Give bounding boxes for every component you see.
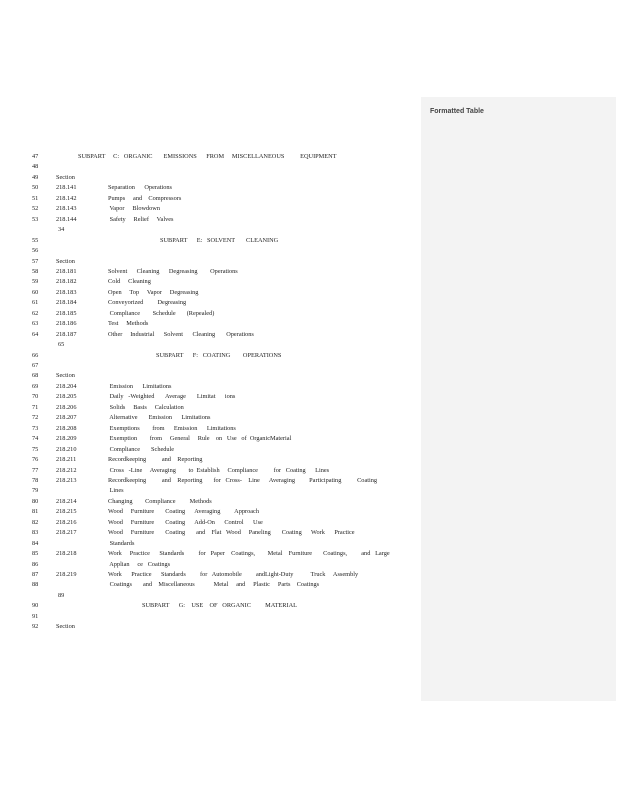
section-number: 218.141 (56, 184, 77, 192)
section-label: Section (56, 257, 75, 265)
line-number: 47 (32, 153, 39, 160)
subpart-heading: SUBPART E: SOLVENT CLEANING (160, 236, 279, 244)
section-title: Wood Furniture Coating Add-On Control Use (108, 518, 263, 526)
section-number: 218.186 (56, 320, 77, 328)
line-number: 59 (32, 278, 39, 286)
section-title: Solids Basis Calculation (108, 403, 184, 411)
line-number: 80 (32, 497, 39, 505)
line-number: 60 (32, 288, 39, 296)
section-number: 218.182 (56, 278, 77, 286)
line-number: 79 (32, 487, 39, 495)
section-title: Lines (108, 487, 124, 495)
section-number: 218.142 (56, 194, 77, 202)
line-number: 82 (32, 518, 39, 526)
section-title: Pumps and Compressors (108, 194, 182, 202)
section-title: Cold Cleaning (108, 278, 151, 286)
continuation-line-number: 65 (58, 341, 65, 349)
line-number: 52 (32, 205, 39, 213)
section-number: 218.217 (56, 529, 77, 537)
section-title: Exemptions from Emission Limitations (108, 424, 236, 432)
continuation-line-number: 34 (58, 226, 65, 234)
section-number: 218.208 (56, 424, 77, 432)
line-number: 85 (32, 550, 39, 558)
line-number: 90 (32, 602, 39, 610)
line-number: 81 (32, 508, 39, 516)
line-number: 92 (32, 623, 39, 631)
subpart-heading: SUBPART F: COATING OPERATIONS (156, 351, 282, 359)
section-title: Exemption from General Rule on Use of OrganicMaterial (108, 435, 292, 443)
line-number: 57 (32, 257, 39, 265)
section-title: Safety Relief Valves (108, 215, 174, 223)
line-number: 64 (32, 330, 39, 338)
section-title: Cross -Line Averaging to Establish Compliance for Coating Lines (108, 466, 330, 474)
section-title: Wood Furniture Coating Averaging Approach (108, 508, 260, 516)
line-number: 66 (32, 351, 39, 359)
section-number: 218.211 (56, 456, 77, 464)
line-number: 72 (32, 414, 39, 422)
section-title: Compliance Schedule (Repealed) (108, 309, 215, 317)
line-number: 78 (32, 476, 39, 484)
line-number: 53 (32, 215, 39, 223)
section-title: Recordkeeping and Reporting for Cross- Line Averaging Participating Coating (108, 476, 378, 484)
section-title: Daily -Weighted Average Limitat ions (108, 393, 236, 401)
section-number: 218.216 (56, 518, 77, 526)
section-label: Section (56, 372, 75, 380)
section-title: Wood Furniture Coating and Flat Wood Paneling Coating Work Practice (108, 529, 355, 537)
section-number: 218.212 (56, 466, 77, 474)
section-title: Solvent Cleaning Degreasing Operations (108, 267, 238, 275)
section-number: 218.210 (56, 445, 77, 453)
section-number: 218.205 (56, 393, 77, 401)
section-title: Vapor Blowdown (108, 205, 161, 213)
line-number: 87 (32, 571, 39, 578)
line-number: 83 (32, 529, 39, 537)
line-number: 73 (32, 424, 39, 432)
continuation-line-number: 89 (58, 591, 65, 599)
comment-pane (421, 97, 616, 701)
section-number: 218.207 (56, 414, 77, 422)
line-number: 67 (32, 362, 39, 369)
line-number: 56 (32, 247, 39, 255)
section-number: 218.213 (56, 476, 77, 484)
section-title: Other Industrial Solvent Cleaning Operations (108, 330, 254, 338)
section-title: Applian ce Coatings (108, 560, 171, 568)
subpart-heading: SUBPART G: USE OF ORGANIC MATERIAL (142, 602, 297, 610)
section-title: Coatings and Miscellaneous Metal and Plastic Parts Coatings (108, 581, 320, 589)
section-number: 218.144 (56, 215, 77, 223)
line-number: 49 (32, 173, 39, 181)
line-number: 84 (32, 539, 39, 547)
section-number: 218.215 (56, 508, 77, 516)
section-number: 218.143 (56, 205, 77, 213)
line-number: 71 (32, 403, 39, 411)
section-label: Section (56, 623, 75, 631)
line-number: 63 (32, 320, 39, 328)
section-number: 218.218 (56, 550, 77, 558)
line-number: 51 (32, 194, 39, 202)
subpart-heading: SUBPART C: ORGANIC EMISSIONS FROM MISCELLANEOUS EQUIPMENT (78, 153, 337, 160)
line-number: 55 (32, 236, 39, 244)
section-title: Work Practice Standards for Automobile andLight-Duty Truck Assembly (108, 571, 359, 578)
section-title: Compliance Schedule (108, 445, 175, 453)
section-title: Work Practice Standards for Paper Coatings, Metal Furniture Coatings, and Large (108, 550, 390, 558)
line-number: 88 (32, 581, 39, 589)
section-number: 218.185 (56, 309, 77, 317)
section-number: 218.183 (56, 288, 77, 296)
section-number: 218.181 (56, 267, 77, 275)
section-title: Changing Compliance Methods (108, 497, 212, 505)
line-number: 48 (32, 163, 39, 171)
section-title: Alternative Emission Limitations (108, 414, 211, 422)
line-number: 68 (32, 372, 39, 380)
line-number: 91 (32, 612, 39, 620)
line-number: 70 (32, 393, 39, 401)
section-title: Recordkeeping and Reporting (108, 456, 203, 464)
line-number: 69 (32, 382, 39, 390)
section-title: Separation Operations (108, 184, 173, 192)
line-number: 50 (32, 184, 39, 192)
section-title: Emission Limitations (108, 382, 172, 390)
section-number: 218.209 (56, 435, 77, 443)
section-title: Test Methods (108, 320, 149, 328)
section-number: 218.184 (56, 299, 77, 307)
section-number: 218.187 (56, 330, 77, 338)
line-number: 75 (32, 445, 39, 453)
section-label: Section (56, 173, 75, 181)
section-title: Conveyorized Degreasing (108, 299, 187, 307)
line-number: 86 (32, 560, 39, 568)
section-number: 218.204 (56, 382, 77, 390)
line-number: 58 (32, 267, 39, 275)
section-number: 218.206 (56, 403, 77, 411)
line-number: 77 (32, 466, 39, 474)
line-number: 62 (32, 309, 39, 317)
line-number: 76 (32, 456, 39, 464)
section-number: 218.219 (56, 571, 77, 578)
line-number: 61 (32, 299, 39, 307)
comment-pane-label: Formatted Table (430, 108, 484, 115)
section-title: Open Top Vapor Degreasing (108, 288, 199, 296)
section-title: Standards (108, 539, 135, 547)
line-number: 74 (32, 435, 39, 443)
section-number: 218.214 (56, 497, 77, 505)
